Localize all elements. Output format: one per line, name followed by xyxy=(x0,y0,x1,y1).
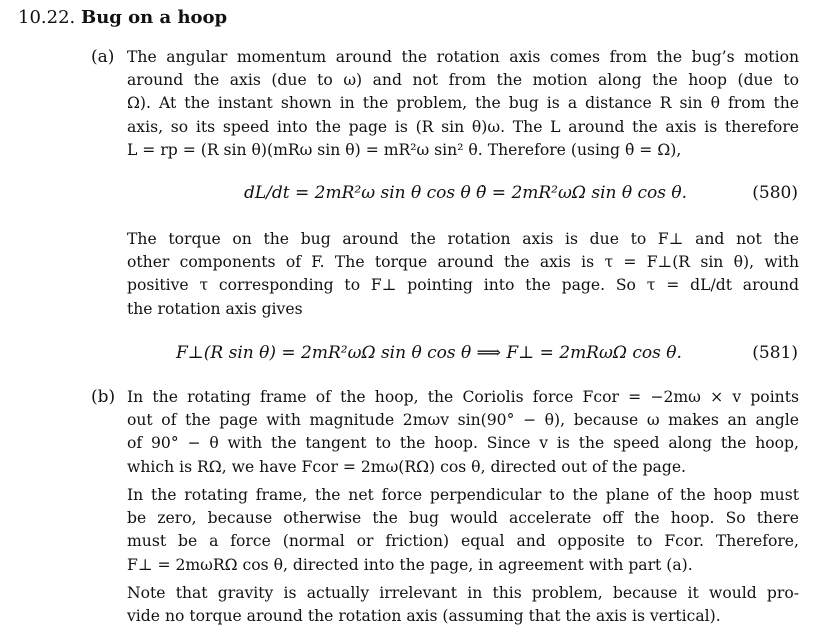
text-line: other components of F. The torque around the axis is τ = F⊥(R sin θ), with xyxy=(127,253,799,272)
text-line: L = rp = (R sin θ)(mRω sin θ) = mR²ω sin² θ. Therefore (using θ̇ = Ω), xyxy=(127,140,682,159)
section-number: 10.22. xyxy=(18,7,76,28)
part-a-paragraph-2 xyxy=(127,228,799,321)
text-line: of 90° − θ with the tangent to the hoop. Since v is the speed along the hoop, xyxy=(127,434,799,453)
part-a-label: (a) xyxy=(91,47,115,67)
text-line: In the rotating frame, the net force perpendicular to the plane of the hoop must xyxy=(127,486,799,504)
text-line: axis, so its speed into the page is (R sin θ)ω. The L around the axis is therefore xyxy=(127,117,799,136)
text-line: F⊥ = 2mωRΩ cos θ, directed into the page, in agreement with part (a). xyxy=(127,555,693,574)
text-line: Note that gravity is actually irrelevant in this problem, because it would pro- xyxy=(127,584,799,602)
part-b-paragraph-1 xyxy=(127,386,799,479)
text-line: The torque on the bug around the rotation axis is due to F⊥ and not the xyxy=(127,230,799,248)
text-line: which is RΩ, we have Fcor = 2mω(RΩ) cos θ, directed out of the page. xyxy=(127,457,687,476)
section-heading xyxy=(18,6,227,30)
section-title: Bug on a hoop xyxy=(81,7,228,28)
part-a-paragraph-1 xyxy=(127,46,799,162)
equation-number-580: (580) xyxy=(752,183,798,203)
text-line: In the rotating frame of the hoop, the Coriolis force Fcor = −2mω × v points xyxy=(127,388,799,406)
text-line: out of the page with magnitude 2mωv sin(90° − θ), because ω makes an angle xyxy=(127,411,799,430)
part-b-label: (b) xyxy=(91,387,116,407)
part-b-paragraph-2 xyxy=(127,484,799,577)
text-line: the rotation axis gives xyxy=(127,299,303,318)
text-line: The angular momentum around the rotation axis comes from the bug’s motion xyxy=(127,48,799,66)
equation-581: F⊥(R sin θ) = 2mR²ωΩ sin θ cos θ ⟹ F⊥ = 2mRωΩ cos θ. xyxy=(176,343,682,363)
text-line: vide no torque around the rotation axis (assuming that the axis is vertical). xyxy=(127,607,721,626)
equation-number-581: (581) xyxy=(752,343,798,363)
text-line: positive τ corresponding to F⊥ pointing into the page. So τ = dL/dt around xyxy=(127,276,799,295)
part-b-paragraph-3 xyxy=(127,582,799,628)
text-line: Ω). At the instant shown in the problem, the bug is a distance R sin θ from the xyxy=(127,94,799,113)
text-line: around the axis (due to ω) and not from the motion along the hoop (due to xyxy=(127,71,799,90)
equation-580: dL/dt = 2mR²ω sin θ cos θ θ̇ = 2mR²ωΩ sin θ cos θ. xyxy=(244,183,688,203)
text-line: be zero, because otherwise the bug would accelerate off the hoop. So there xyxy=(127,509,799,528)
text-line: must be a force (normal or friction) equal and opposite to Fcor. Therefore, xyxy=(127,532,799,551)
